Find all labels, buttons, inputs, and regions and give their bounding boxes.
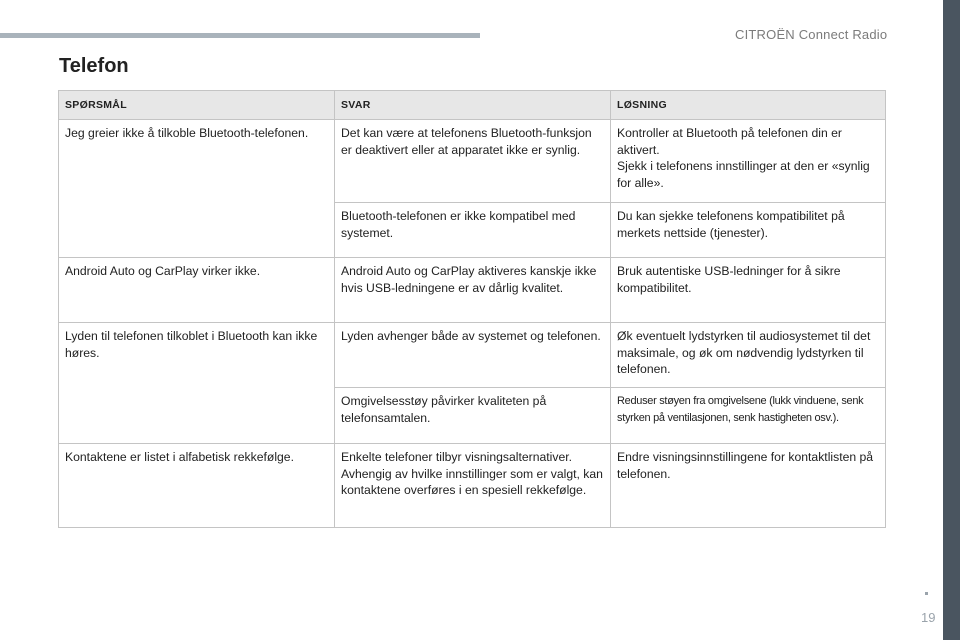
question-cell: Jeg greier ikke å tilkoble Bluetooth-telefonen.: [59, 120, 335, 258]
solution-cell: Reduser støyen fra omgivelsene (lukk vinduene, senk styrken på ventilasjonen, senk hastigheten osv.).: [611, 388, 886, 444]
answer-cell: Enkelte telefoner tilbyr visningsalternativer. Avhengig av hvilke innstillinger som er valgt, kan kontaktene overføres i en spesiell rekkefølge.: [335, 444, 611, 528]
answer-cell: Bluetooth-telefonen er ikke kompatibel med systemet.: [335, 203, 611, 258]
answer-cell: Det kan være at telefonens Bluetooth-funksjon er deaktivert eller at apparatet ikke er synlig.: [335, 120, 611, 203]
page-number: 19: [921, 610, 936, 625]
question-cell: Lyden til telefonen tilkoblet i Bluetooth kan ikke høres.: [59, 323, 335, 444]
table-row: [59, 120, 886, 203]
header-rule: [0, 33, 480, 38]
answer-cell: Android Auto og CarPlay aktiveres kanskje ikke hvis USB-ledningene er av dårlig kvalitet.: [335, 258, 611, 323]
solution-cell: Bruk autentiske USB-ledninger for å sikre kompatibilitet.: [611, 258, 886, 323]
table-row: [59, 323, 886, 388]
solution-cell: Endre visningsinnstillingene for kontaktlisten på telefonen.: [611, 444, 886, 528]
solution-cell: [611, 120, 886, 203]
solution-line: Kontroller at Bluetooth på telefonen din er aktivert.: [617, 126, 842, 157]
solution-line: Sjekk i telefonens innstillinger at den er «synlig for alle».: [617, 159, 870, 190]
table-row: [59, 258, 886, 323]
question-cell: Android Auto og CarPlay virker ikke.: [59, 258, 335, 323]
solution-cell: Du kan sjekke telefonens kompatibilitet på merkets nettside (tjenester).: [611, 203, 886, 258]
column-header-question: SPØRSMÅL: [59, 91, 335, 120]
table-row: [59, 444, 886, 528]
side-strip: [943, 0, 960, 640]
page-title: Telefon: [59, 55, 129, 77]
answer-cell: Omgivelsesstøy påvirker kvaliteten på telefonsamtalen.: [335, 388, 611, 444]
brand-label: CITROËN Connect Radio: [735, 27, 888, 42]
answer-cell: Lyden avhenger både av systemet og telefonen.: [335, 323, 611, 388]
page-marker-dot: [925, 592, 928, 595]
question-cell: Kontaktene er listet i alfabetisk rekkefølge.: [59, 444, 335, 528]
table-header-row: [59, 91, 886, 120]
solution-cell: Øk eventuelt lydstyrken til audiosystemet til det maksimale, og øk om nødvendig lydstyrken til telefonen.: [611, 323, 886, 388]
faq-table: [58, 90, 886, 528]
column-header-solution: LØSNING: [611, 91, 886, 120]
column-header-answer: SVAR: [335, 91, 611, 120]
